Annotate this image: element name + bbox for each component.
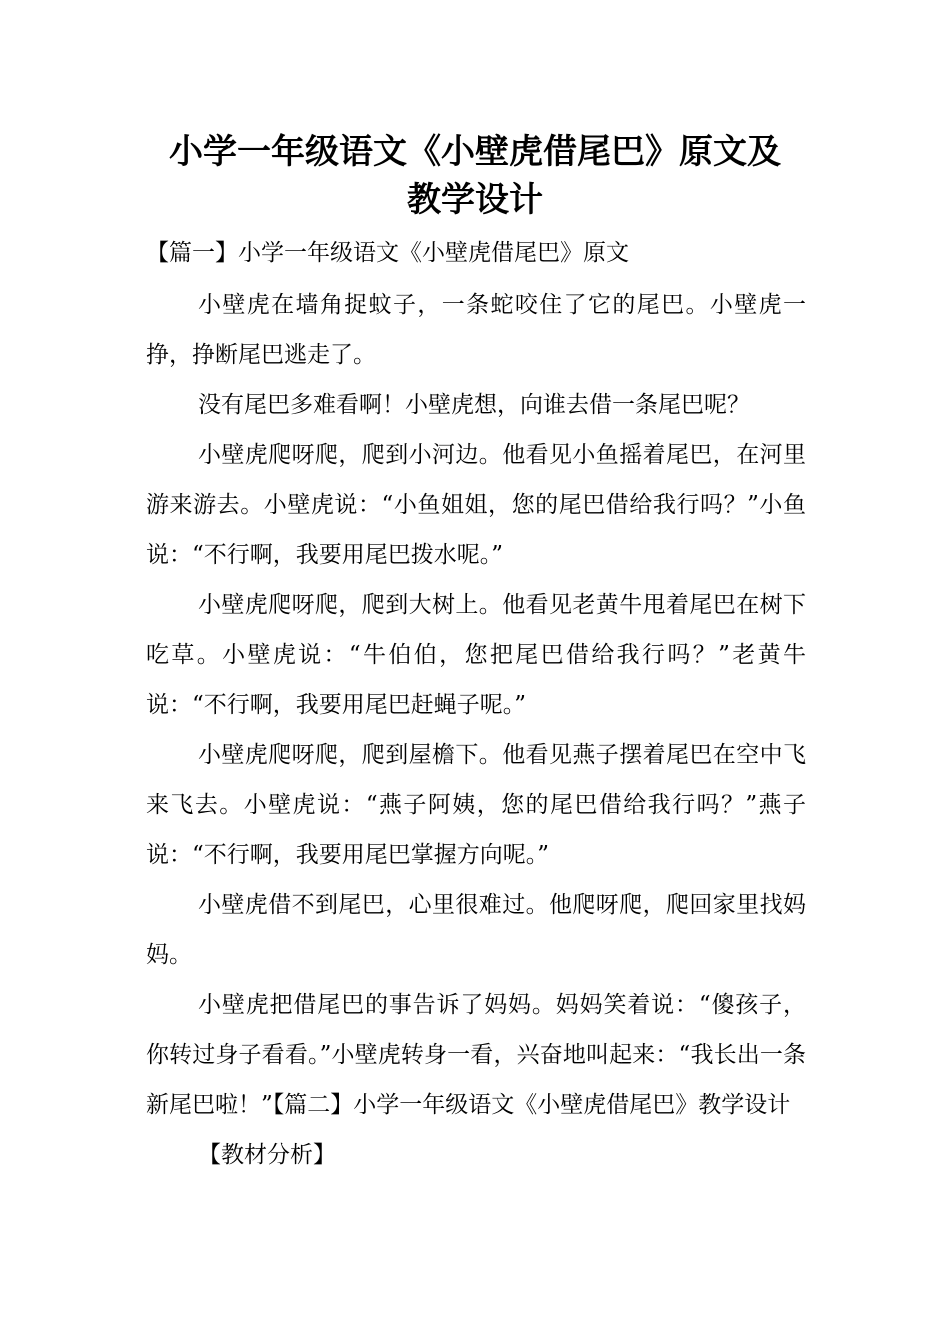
paragraph-1: 小壁虎在墙角捉蚊子，一条蛇咬住了它的尾巴。小壁虎一挣，挣断尾巴逃走了。 [146,292,806,368]
paragraph-2: 没有尾巴多难看啊！小壁虎想，向谁去借一条尾巴呢？ [198,392,750,418]
paragraph-6: 小壁虎借不到尾巴，心里很难过。他爬呀爬，爬回家里找妈妈。 [146,892,806,968]
section-heading-2: 【篇二】小学一年级语文《小壁虎借尾巴》教学设计 [272,1092,791,1118]
section-heading-1: 【篇一】小学一年级语文《小壁虎借尾巴》原文 [146,240,629,266]
paragraph-3: 小壁虎爬呀爬，爬到小河边。他看见小鱼摇着尾巴，在河里游来游去。小壁虎说：“小鱼姐姐，您的尾巴借给我行吗？”小鱼说：“不行啊，我要用尾巴拨水呢。” [146,442,806,568]
subheading-teaching-material-analysis: 【教材分析】 [198,1142,336,1168]
document-title-line-2: 教学设计 [407,180,543,220]
paragraph-7: 小壁虎把借尾巴的事告诉了妈妈。妈妈笑着说：“傻孩子，你转过身子看看。”小壁虎转身一看，兴奋地叫起来：“我长出一条新尾巴啦！” [146,992,806,1118]
paragraph-5: 小壁虎爬呀爬，爬到屋檐下。他看见燕子摆着尾巴在空中飞来飞去。小壁虎说：“燕子阿姨，您的尾巴借给我行吗？”燕子说：“不行啊，我要用尾巴掌握方向呢。” [146,742,806,868]
paragraph-4: 小壁虎爬呀爬，爬到大树上。他看见老黄牛甩着尾巴在树下吃草。小壁虎说：“牛伯伯，您把尾巴借给我行吗？”老黄牛说：“不行啊，我要用尾巴赶蝇子呢。” [146,592,806,718]
paragraph-7-with-section-2-heading [146,980,806,1130]
document-body [146,228,806,1180]
document-title-line-1: 小学一年级语文《小壁虎借尾巴》原文及 [169,132,781,172]
